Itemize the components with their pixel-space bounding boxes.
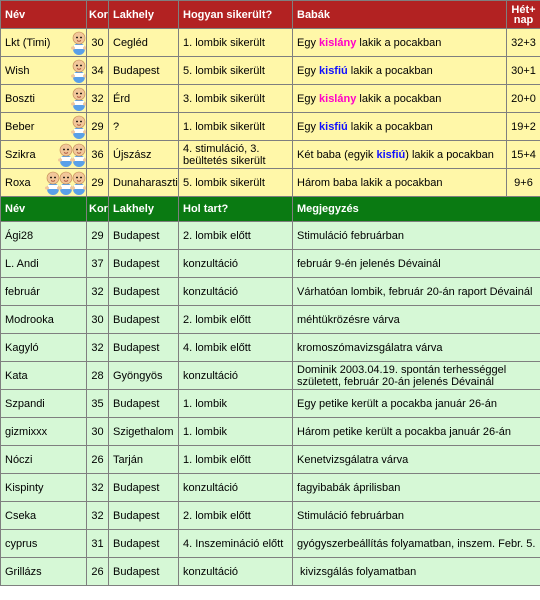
boy-label: kisfiú (376, 148, 406, 161)
note: Stimuláció februárban (293, 502, 540, 530)
note: február 9-én jelenés Dévainál (293, 250, 540, 278)
status: konzultáció (179, 362, 293, 390)
member-name (1, 169, 87, 197)
status: 4. Inszemináció előtt (179, 530, 293, 558)
table-row (1, 334, 540, 362)
babies-segment: lakik a pocakban (356, 36, 442, 49)
week: 9+6 (507, 169, 540, 197)
babies-segment: Egy (297, 64, 320, 77)
week: 19+2 (507, 113, 540, 141)
member-name-text: Boszti (5, 92, 35, 105)
city: Budapest (109, 222, 179, 250)
table-row (1, 222, 540, 250)
girl-label: kislány (319, 92, 357, 105)
table-row (1, 57, 540, 85)
bottom-header-row (1, 197, 540, 222)
member-name: Cseka (1, 502, 87, 530)
baby-icons (44, 170, 87, 196)
city: Budapest (109, 502, 179, 530)
babies-segment: Egy (297, 36, 320, 49)
girl-label: kislány (319, 36, 357, 49)
header-babies: Babák (293, 1, 507, 29)
babies-segment: Egy (297, 92, 320, 105)
baby-icons (70, 58, 87, 84)
header-name: Név (1, 197, 87, 222)
table-row (1, 390, 540, 418)
age: 28 (87, 362, 109, 390)
note: kromoszómavizsgálatra várva (293, 334, 540, 362)
table-row (1, 250, 540, 278)
note: gyógyszerbeállítás folyamatban, inszem. Febr. 5. (293, 530, 540, 558)
member-name: Modrooka (1, 306, 87, 334)
header-city: Lakhely (109, 197, 179, 222)
city: Budapest (109, 558, 179, 586)
how: 1. lombik sikerült (179, 113, 293, 141)
boy-label: kisfiú (319, 64, 348, 77)
age: 35 (87, 390, 109, 418)
babies-segment: lakik a pocakban (347, 120, 433, 133)
age: 29 (87, 169, 109, 197)
table-row (1, 418, 540, 446)
baby-icon (70, 58, 87, 84)
babies-segment: Egy (297, 120, 320, 133)
table-row (1, 446, 540, 474)
baby-icon (70, 142, 87, 168)
status: 1. lombik (179, 418, 293, 446)
note: fagyibabák áprilisban (293, 474, 540, 502)
baby-icons (57, 142, 87, 168)
table-row (1, 169, 540, 197)
babies-text (293, 169, 507, 197)
how: 5. lombik sikerült (179, 57, 293, 85)
city: Szigethalom (109, 418, 179, 446)
member-name-text: Wish (5, 64, 30, 77)
city: Gyöngyös (109, 362, 179, 390)
age: 30 (87, 418, 109, 446)
header-week: Hét+ nap (507, 1, 540, 29)
how: 4. stimuláció, 3. beültetés sikerült (179, 141, 293, 169)
member-name (1, 85, 87, 113)
status: 2. lombik előtt (179, 502, 293, 530)
city: ? (109, 113, 179, 141)
age: 37 (87, 250, 109, 278)
table-row (1, 85, 540, 113)
member-name: Kata (1, 362, 87, 390)
table-row (1, 113, 540, 141)
babies-segment: Három baba lakik a pocakban (297, 176, 443, 189)
top-header-row (1, 1, 540, 29)
how: 1. lombik sikerült (179, 29, 293, 57)
city: Dunaharaszti (109, 169, 179, 197)
baby-icons (70, 86, 87, 112)
member-name-text: Szikra (5, 148, 36, 161)
baby-icon (70, 114, 87, 140)
header-age: Kor (87, 197, 109, 222)
age: 34 (87, 57, 109, 85)
babies-text (293, 85, 507, 113)
member-name: gizmixxx (1, 418, 87, 446)
member-name: Kispinty (1, 474, 87, 502)
babies-text (293, 57, 507, 85)
babies-text (293, 141, 507, 169)
city: Budapest (109, 278, 179, 306)
status: 2. lombik előtt (179, 222, 293, 250)
age: 32 (87, 278, 109, 306)
baby-icon (70, 170, 87, 196)
member-name: Ági28 (1, 222, 87, 250)
babies-text (293, 113, 507, 141)
age: 29 (87, 113, 109, 141)
status: 2. lombik előtt (179, 306, 293, 334)
note: Kenetvizsgálatra várva (293, 446, 540, 474)
member-name: február (1, 278, 87, 306)
member-name (1, 29, 87, 57)
city: Tarján (109, 446, 179, 474)
city: Budapest (109, 250, 179, 278)
city: Újszász (109, 141, 179, 169)
table-row (1, 502, 540, 530)
age: 32 (87, 85, 109, 113)
note: Stimuláció februárban (293, 222, 540, 250)
member-name: Szpandi (1, 390, 87, 418)
note: Három petike került a pocakba január 26-án (293, 418, 540, 446)
note: Dominik 2003.04.19. spontán terhességgel született, február 20-án jelenés Dévainál (293, 362, 540, 390)
city: Budapest (109, 306, 179, 334)
header-age: Kor (87, 1, 109, 29)
member-name-text: Lkt (Timi) (5, 36, 51, 49)
status: konzultáció (179, 474, 293, 502)
babies-text (293, 29, 507, 57)
member-name: Nóczi (1, 446, 87, 474)
member-name: L. Andi (1, 250, 87, 278)
status: 1. lombik (179, 390, 293, 418)
age: 32 (87, 474, 109, 502)
babies-segment: lakik a pocakban (347, 64, 433, 77)
age: 31 (87, 530, 109, 558)
week: 20+0 (507, 85, 540, 113)
status: konzultáció (179, 278, 293, 306)
age: 30 (87, 306, 109, 334)
member-name (1, 57, 87, 85)
city: Cegléd (109, 29, 179, 57)
member-name: Kagyló (1, 334, 87, 362)
member-name-text: Roxa (5, 176, 31, 189)
header-note: Megjegyzés (293, 197, 540, 222)
note: méhtükrözésre várva (293, 306, 540, 334)
city: Budapest (109, 530, 179, 558)
baby-icon (70, 30, 87, 56)
baby-icons (70, 114, 87, 140)
status: konzultáció (179, 558, 293, 586)
note: Egy petike került a pocakba január 26-án (293, 390, 540, 418)
week: 32+3 (507, 29, 540, 57)
member-name (1, 113, 87, 141)
note: Várhatóan lombik, február 20-án raport Dévainál (293, 278, 540, 306)
babies-segment: Két baba (egyik (297, 148, 377, 161)
member-name (1, 141, 87, 169)
member-name-text: Beber (5, 120, 35, 133)
table-row (1, 141, 540, 169)
header-city: Lakhely (109, 1, 179, 29)
age: 30 (87, 29, 109, 57)
age: 32 (87, 334, 109, 362)
city: Budapest (109, 334, 179, 362)
header-status: Hol tart? (179, 197, 293, 222)
week: 15+4 (507, 141, 540, 169)
age: 26 (87, 446, 109, 474)
note: kivizsgálás folyamatban (293, 558, 540, 586)
babies-segment: lakik a pocakban (356, 92, 442, 105)
table-row (1, 558, 540, 586)
baby-icons (70, 30, 87, 56)
how: 3. lombik sikerült (179, 85, 293, 113)
how: 5. lombik sikerült (179, 169, 293, 197)
table-row (1, 474, 540, 502)
header-how: Hogyan sikerült? (179, 1, 293, 29)
boy-label: kisfiú (319, 120, 348, 133)
table-row (1, 362, 540, 390)
baby-icon (70, 86, 87, 112)
city: Budapest (109, 57, 179, 85)
week: 30+1 (507, 57, 540, 85)
member-name: cyprus (1, 530, 87, 558)
city: Budapest (109, 390, 179, 418)
table-row (1, 278, 540, 306)
status: 4. lombik előtt (179, 334, 293, 362)
table-row (1, 530, 540, 558)
babies-segment: ) lakik a pocakban (405, 148, 494, 161)
city: Budapest (109, 474, 179, 502)
status: 1. lombik előtt (179, 446, 293, 474)
header-name: Név (1, 1, 87, 29)
age: 29 (87, 222, 109, 250)
table-row (1, 306, 540, 334)
member-name: Grillázs (1, 558, 87, 586)
status: konzultáció (179, 250, 293, 278)
age: 32 (87, 502, 109, 530)
age: 36 (87, 141, 109, 169)
table-row (1, 29, 540, 57)
age: 26 (87, 558, 109, 586)
city: Érd (109, 85, 179, 113)
